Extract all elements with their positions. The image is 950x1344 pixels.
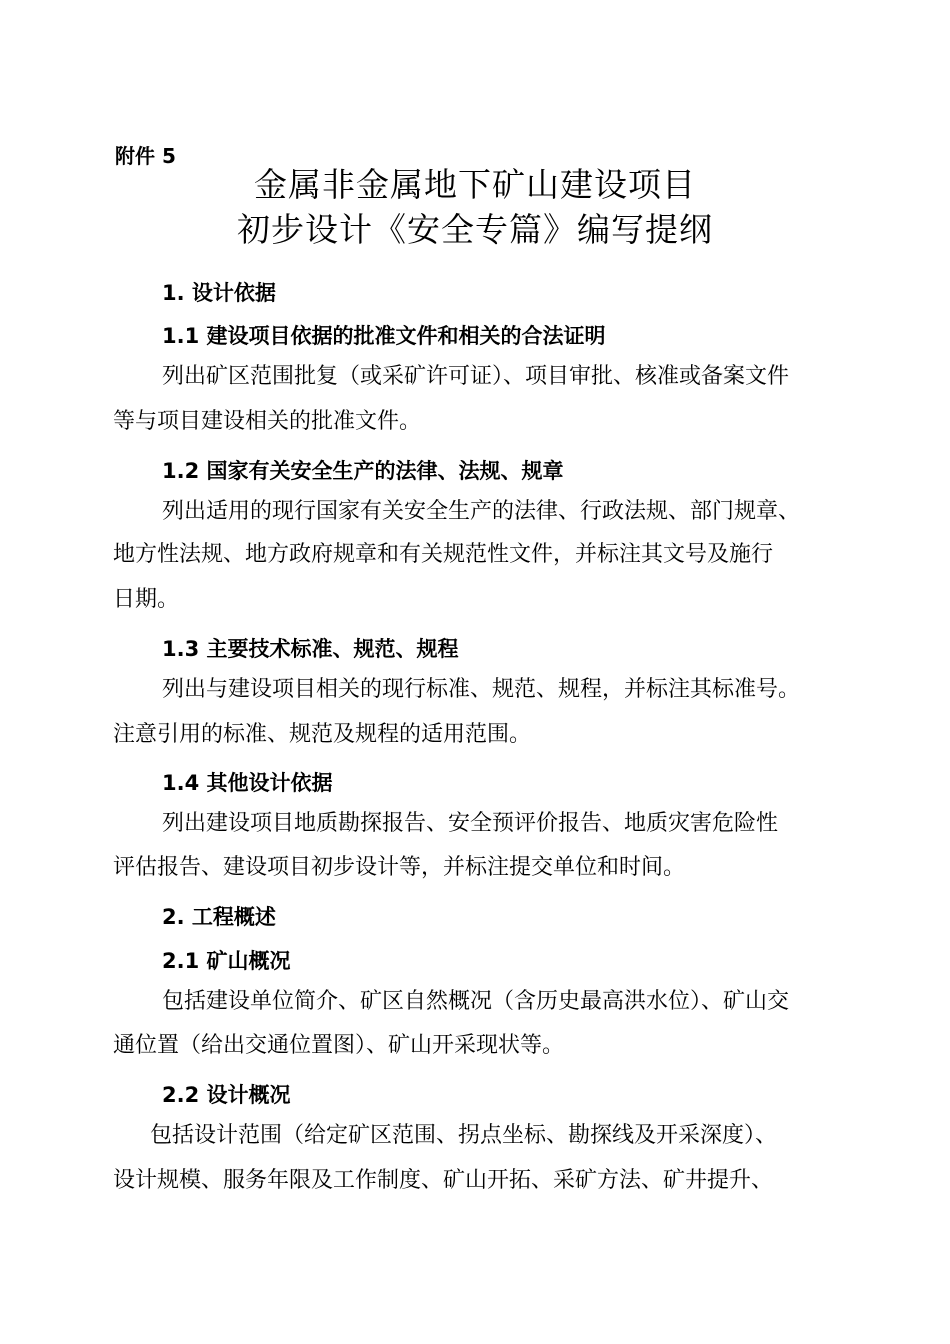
section-heading-1: 1. 设计依据 (162, 281, 276, 305)
document-title-line-1: 金属非金属地下矿山建设项目 (254, 165, 696, 204)
section-heading-1-3: 1.3 主要技术标准、规范、规程 (162, 637, 459, 661)
paragraph-line: 列出矿区范围批复（或采矿许可证）、项目审批、核准或备案文件 (162, 364, 790, 389)
section-heading-2-2: 2.2 设计概况 (162, 1083, 291, 1107)
section-heading-2-1: 2.1 矿山概况 (162, 949, 291, 973)
paragraph-line: 注意引用的标准、规范及规程的适用范围。 (113, 722, 532, 747)
section-heading-1-4: 1.4 其他设计依据 (162, 771, 333, 795)
paragraph-line: 通位置（给出交通位置图）、矿山开采现状等。 (113, 1033, 565, 1058)
paragraph-line: 包括设计范围（给定矿区范围、拐点坐标、勘探线及开采深度）、 (150, 1123, 778, 1148)
section-heading-2: 2. 工程概述 (162, 905, 276, 929)
paragraph-line: 包括建设单位简介、矿区自然概况（含历史最高洪水位）、矿山交 (162, 989, 790, 1014)
paragraph-line: 地方性法规、地方政府规章和有关规范性文件，并标注其文号及施行 (113, 542, 774, 567)
attachment-label: 附件 5 (115, 144, 176, 168)
paragraph-line: 日期。 (113, 587, 180, 612)
paragraph-line: 等与项目建设相关的批准文件。 (113, 409, 422, 434)
paragraph-line: 列出适用的现行国家有关安全生产的法律、行政法规、部门规章、 (162, 499, 801, 524)
section-heading-1-1: 1.1 建设项目依据的批准文件和相关的合法证明 (162, 324, 606, 348)
section-heading-1-2: 1.2 国家有关安全生产的法律、法规、规章 (162, 459, 564, 483)
paragraph-line: 列出建设项目地质勘探报告、安全预评价报告、地质灾害危险性 (162, 811, 779, 836)
paragraph-line: 评估报告、建设项目初步设计等，并标注提交单位和时间。 (113, 855, 686, 880)
document-title-line-2: 初步设计《安全专篇》编写提纲 (237, 210, 713, 249)
paragraph-line: 设计规模、服务年限及工作制度、矿山开拓、采矿方法、矿井提升、 (113, 1168, 774, 1193)
paragraph-line: 列出与建设项目相关的现行标准、规范、规程，并标注其标准号。 (162, 677, 801, 702)
